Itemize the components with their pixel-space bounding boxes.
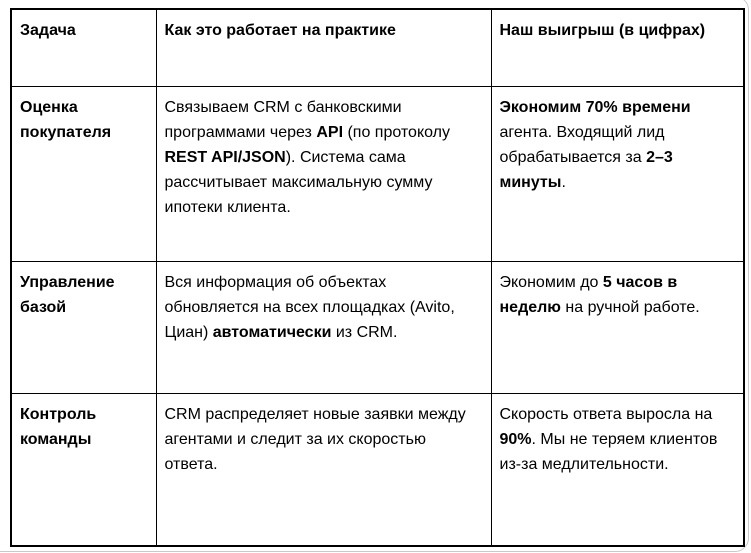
column-header-gain: Наш выигрыш (в цифрах) [491, 9, 744, 86]
task-label: Оценка покупателя [20, 98, 112, 141]
table-row [11, 393, 744, 546]
table-row [11, 86, 744, 261]
cell-how: Вся информация об объектах обновляется на всех площадках (Avito, Циан) автоматически из CRM. [156, 261, 491, 393]
crm-benefits-table [10, 8, 745, 547]
cell-task [11, 393, 156, 546]
cell-gain: Экономим до 5 часов в неделю на ручной работе. [491, 261, 744, 393]
table-header-row [11, 9, 744, 86]
cell-gain: Скорость ответа выросла на 90%. Мы не теряем клиентов из-за медлительности. [491, 393, 744, 546]
task-label: Контроль команды [20, 405, 97, 448]
cell-gain: Экономим 70% времени агента. Входящий лид обрабатывается за 2–3 минуты. [491, 86, 744, 261]
table-row [11, 261, 744, 393]
cell-how: Связываем CRM с банковскими программами через API (по протоколу REST API/JSON). Система сама рассчитывает максимальную сумму ипотеки клиента. [156, 86, 491, 261]
cell-task [11, 261, 156, 393]
cell-how: CRM распределяет новые заявки между агентами и следит за их скоростью ответа. [156, 393, 491, 546]
task-label: Управление базой [20, 273, 115, 316]
column-header-task: Задача [11, 9, 156, 86]
column-header-how: Как это работает на практике [156, 9, 491, 86]
cell-task [11, 86, 156, 261]
